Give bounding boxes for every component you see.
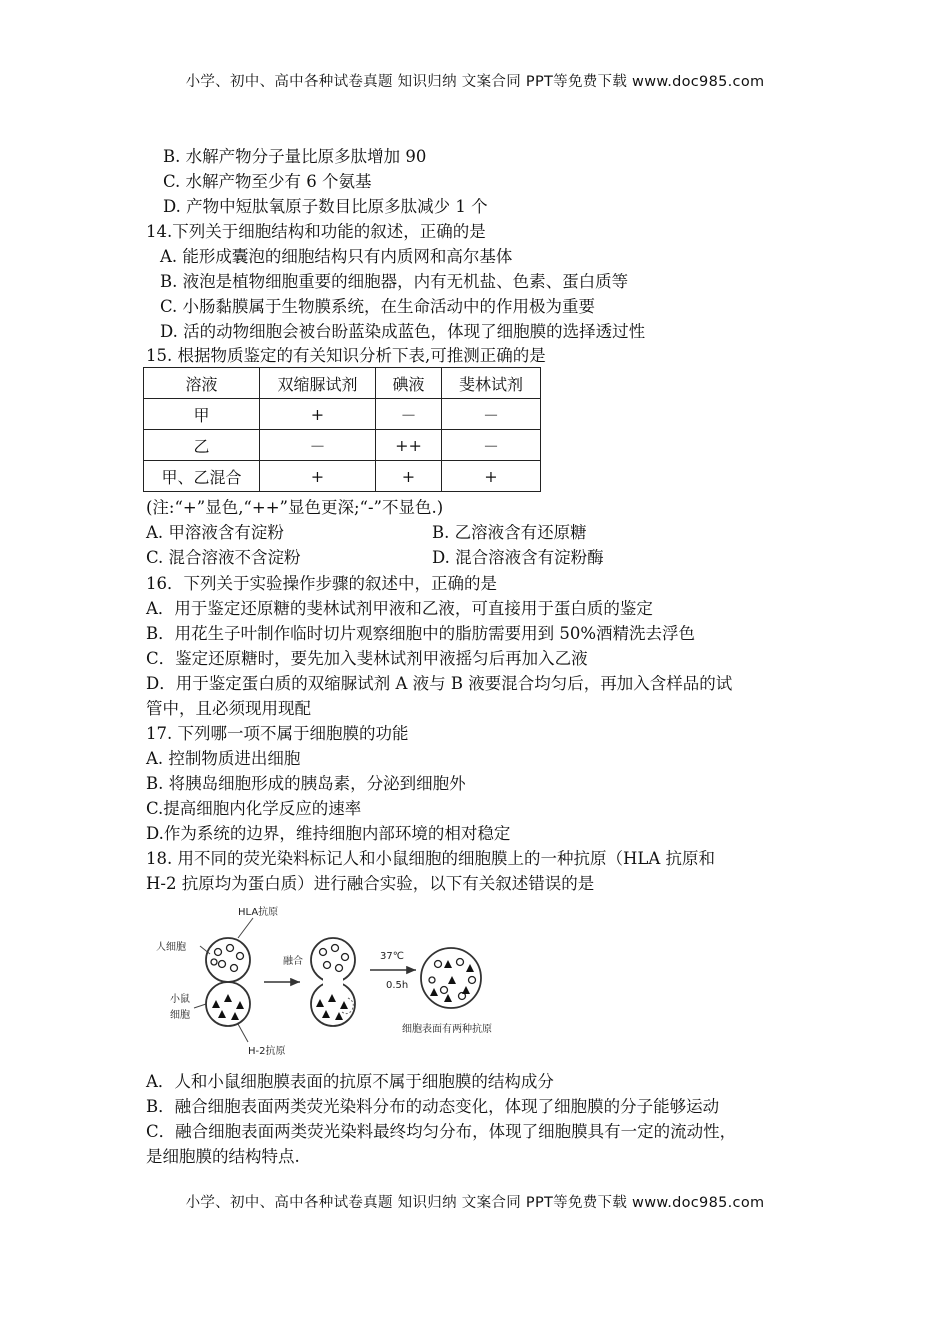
q16-option-b: B．用花生子叶制作临时切片观察细胞中的脂肪需要用到 50%酒精洗去浮色: [146, 624, 696, 643]
q15-option-c: C. 混合溶液不含淀粉: [146, 548, 301, 567]
h2-antigens-hybrid: [430, 960, 474, 1002]
table-cell: +: [376, 461, 442, 492]
hla-antigens-fused: [320, 945, 349, 972]
q14-option-b: B. 液泡是植物细胞重要的细胞器，内有无机盐、色素、蛋白质等: [160, 272, 629, 291]
q18-option-c-line2: 是细胞膜的结构特点.: [146, 1147, 300, 1166]
q18-stem-line2: H-2 抗原均为蛋白质）进行融合实验，以下有关叙述错误的是: [146, 874, 595, 893]
q14-stem: 14.下列关于细胞结构和功能的叙述，正确的是: [146, 222, 486, 241]
q15-option-d: D. 混合溶液含有淀粉酶: [432, 548, 604, 567]
q15-note: (注:“+”显色,“++”显色更深;“-”不显色.): [146, 498, 444, 517]
table-cell: +: [260, 461, 376, 492]
q17-stem: 17. 下列哪一项不属于细胞膜的功能: [146, 724, 409, 743]
mouse-cell-label-2: 细胞: [170, 1010, 190, 1021]
hla-antigen-label: HLA抗原: [238, 907, 279, 918]
page-header: 小学、初中、高中各种试卷真题 知识归纳 文案合同 PPT等免费下载 www.doc985.com: [185, 74, 765, 90]
table-header-cell: 双缩脲试剂: [260, 368, 376, 399]
mouse-cell-label-1: 小鼠: [170, 994, 190, 1005]
q14-option-a: A. 能形成囊泡的细胞结构只有内质网和高尔基体: [160, 247, 513, 266]
q18-stem-line1: 18. 用不同的荧光染料标记人和小鼠细胞的细胞膜上的一种抗原（HLA 抗原和: [146, 849, 715, 868]
q13-option-b: B. 水解产物分子量比原多肽增加 90: [163, 147, 427, 166]
q18-option-a: A．人和小鼠细胞膜表面的抗原不属于细胞膜的结构成分: [146, 1072, 554, 1091]
table-cell: +: [260, 399, 376, 430]
q16-option-c: C．鉴定还原糖时，要先加入斐林试剂甲液摇匀后再加入乙液: [146, 649, 588, 668]
h2-antigen-label: H-2抗原: [248, 1046, 286, 1057]
table-cell: －: [260, 430, 376, 461]
table-header-row: [144, 368, 541, 399]
q16-stem: 16．下列关于实验操作步骤的叙述中，正确的是: [146, 574, 497, 593]
q15-table: [143, 367, 541, 492]
table-header-cell: 溶液: [144, 368, 260, 399]
table-header-cell: 碘液: [376, 368, 442, 399]
hla-antigens-human: [211, 945, 244, 972]
table-row: [144, 461, 541, 492]
q16-option-d-line2: 管中，且必须现用现配: [146, 699, 311, 718]
q15-option-a: A. 甲溶液含有淀粉: [146, 523, 284, 542]
human-cell-label: 人细胞: [156, 942, 186, 953]
q13-option-c: C. 水解产物至少有 6 个氨基: [163, 172, 372, 191]
h2-antigens-fused: [316, 994, 348, 1020]
table-cell: ++: [376, 430, 442, 461]
result-label: 细胞表面有两种抗原: [402, 1024, 492, 1035]
cell-fusion-diagram: [148, 902, 520, 1062]
fusion-junction: [323, 978, 343, 986]
q13-option-d: D. 产物中短肽氧原子数目比原多肽减少 1 个: [163, 197, 488, 216]
table-cell: +: [442, 461, 541, 492]
table-cell: －: [376, 399, 442, 430]
q17-option-a: A. 控制物质进出细胞: [146, 749, 301, 768]
mouse-leader-line: [194, 1004, 206, 1008]
q14-option-d: D. 活的动物细胞会被台盼蓝染成蓝色，体现了细胞膜的选择透过性: [160, 322, 646, 341]
q14-option-c: C. 小肠黏膜属于生物膜系统，在生命活动中的作用极为重要: [160, 297, 596, 316]
q16-option-a: A．用于鉴定还原糖的斐林试剂甲液和乙液，可直接用于蛋白质的鉴定: [146, 599, 653, 618]
table-header-cell: 斐林试剂: [442, 368, 541, 399]
q18-option-b: B．融合细胞表面两类荧光染料分布的动态变化，体现了细胞膜的分子能够运动: [146, 1097, 720, 1116]
q17-option-b: B. 将胰岛细胞形成的胰岛素，分泌到细胞外: [146, 774, 466, 793]
table-cell: 甲: [144, 399, 260, 430]
table-row: [144, 399, 541, 430]
h2-antigens-mouse: [212, 994, 244, 1020]
q15-option-b: B. 乙溶液含有还原糖: [432, 523, 587, 542]
q17-option-c: C.提高细胞内化学反应的速率: [146, 799, 362, 818]
fusion-label: 融合: [283, 956, 303, 967]
h2-leader-line: [238, 1024, 248, 1042]
time-label: 0.5h: [386, 980, 409, 991]
temperature-label: 37℃: [380, 951, 404, 962]
q17-option-d: D.作为系统的边界，维持细胞内部环境的相对稳定: [146, 824, 511, 843]
page-footer: 小学、初中、高中各种试卷真题 知识归纳 文案合同 PPT等免费下载 www.doc985.com: [185, 1195, 765, 1211]
q16-option-d-line1: D．用于鉴定蛋白质的双缩脲试剂 A 液与 B 液要混合均匀后，再加入含样品的试: [146, 674, 733, 693]
table-cell: －: [442, 430, 541, 461]
q18-option-c-line1: C．融合细胞表面两类荧光染料最终均匀分布，体现了细胞膜具有一定的流动性，: [146, 1122, 737, 1141]
mouse-cell: [206, 982, 250, 1026]
hla-leader-line: [238, 918, 253, 938]
table-cell: －: [442, 399, 541, 430]
table-cell: 乙: [144, 430, 260, 461]
table-row: [144, 430, 541, 461]
q15-stem: 15. 根据物质鉴定的有关知识分析下表,可推测正确的是: [146, 346, 546, 365]
table-cell: 甲、乙混合: [144, 461, 260, 492]
